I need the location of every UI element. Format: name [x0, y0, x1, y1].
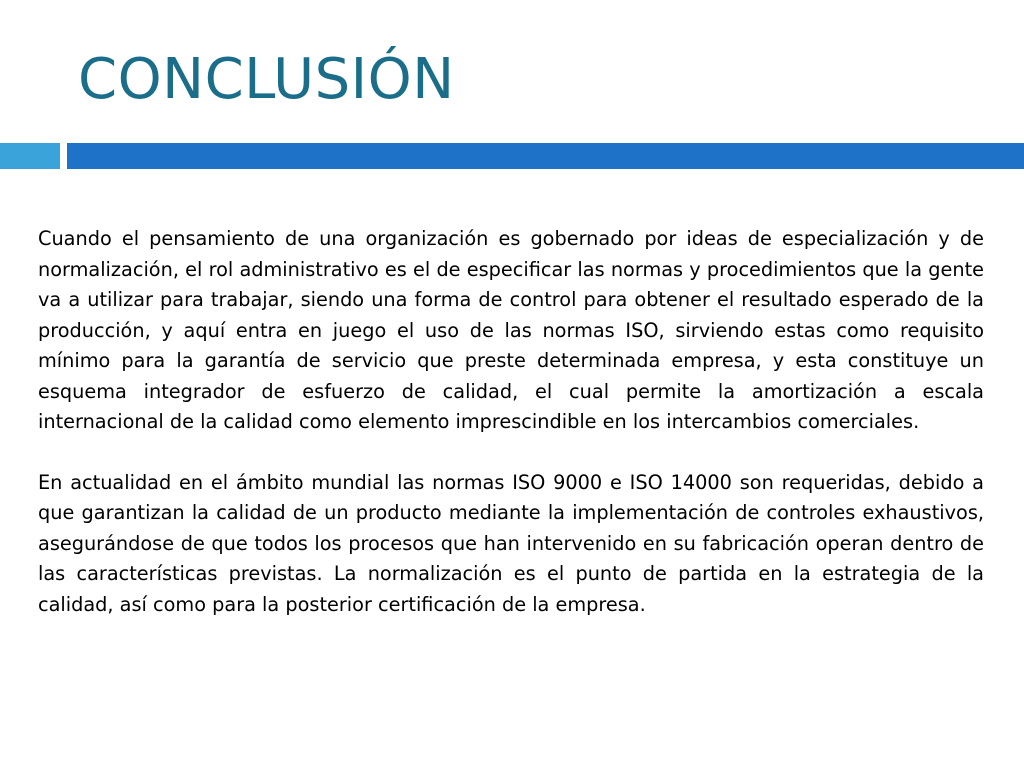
slide-body	[38, 224, 984, 650]
slide-title: CONCLUSIÓN	[78, 47, 455, 112]
title-accent-bar-long	[67, 143, 1024, 169]
body-paragraph-2: En actualidad en el ámbito mundial las normas ISO 9000 e ISO 14000 son requeridas, debido a que garantizan la calidad de un producto mediante la implementación de controles exhaustivos, asegurándose de que todos los procesos que han intervenido en su fabricación operan dentro de las características previstas. La normalización es el punto de partida en la estrategia de la calidad, así como para la posterior certificación de la empresa.	[38, 470, 984, 616]
title-accent-bar-short	[0, 143, 60, 169]
body-paragraph-1: Cuando el pensamiento de una organización es gobernado por ideas de especialización y de normalización, el rol administrativo es el de especificar las normas y procedimientos que la gente va a utilizar para trabajar, siendo una forma de control para obtener el resultado esperado de la producción, y aquí entra en juego el uso de las normas ISO, sirviendo estas como requisito mínimo para la garantía de servicio que preste determinada empresa, y esta constituye un esquema integrador de esfuerzo de calidad, el cual permite la amortización a escala internacional de la calidad como elemento imprescindible en los intercambios comerciales.	[38, 227, 984, 433]
